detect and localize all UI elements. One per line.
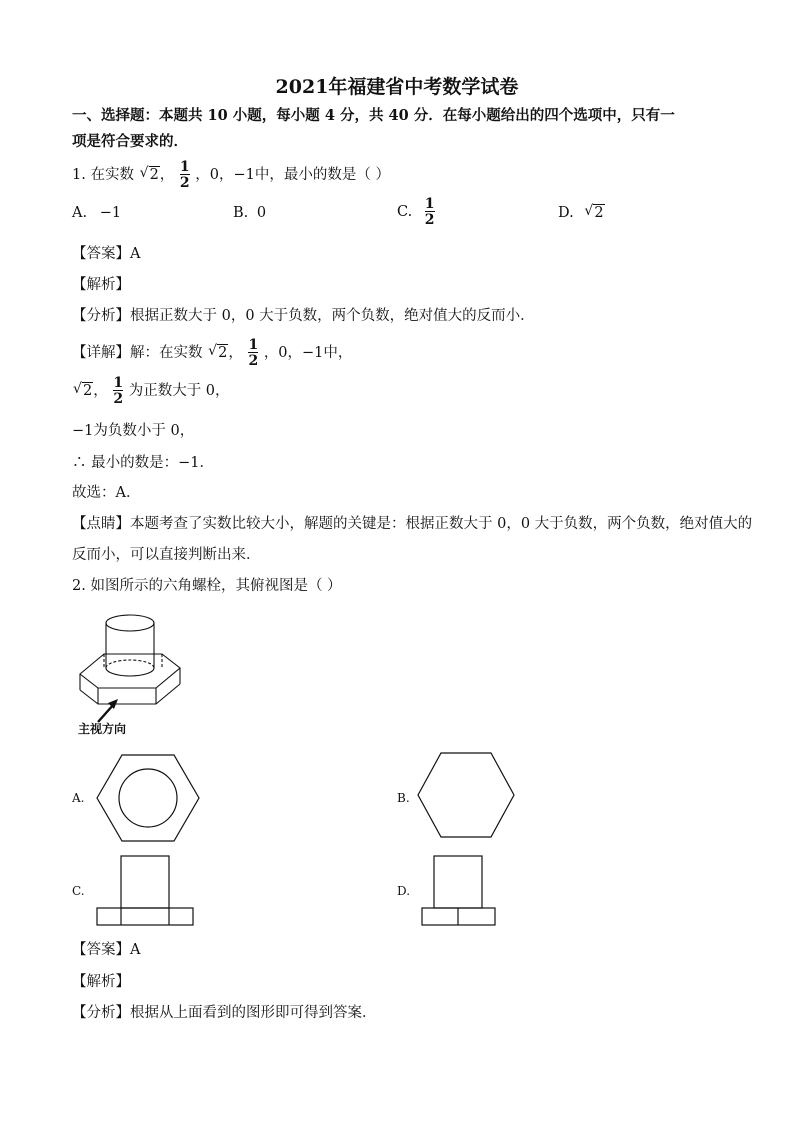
q2-option-c-label: C. (72, 884, 85, 898)
figure-caption: 主视方向 (78, 722, 127, 736)
section-heading-line-1: 一、选择题：本题共 10 小题，每小题 4 分，共 40 分．在每小题给出的四个选项中，只有一 (72, 107, 675, 124)
fraction-numerator: 1 (424, 196, 435, 212)
q2-analysis-heading: 【解析】 (72, 974, 130, 990)
fraction-denominator: 2 (424, 212, 435, 228)
option-d-sqrt: √ 2 (584, 203, 604, 221)
sqrt-expression: √ 2 (73, 381, 93, 399)
q1-negative-line: −1为负数小于 0， (72, 423, 195, 439)
q1-positive-suffix: 为正数大于 0， (128, 383, 230, 399)
fraction-denominator: 2 (113, 391, 124, 407)
fraction-numerator: 1 (248, 337, 259, 353)
fraction-denominator: 2 (179, 175, 190, 191)
q2-answer: 【答案】A (72, 942, 141, 958)
option-b (233, 205, 266, 221)
q1-choose-line: 故选：A． (72, 485, 141, 501)
sqrt-radicand: 2 (83, 383, 93, 399)
fraction-one-half (180, 160, 190, 190)
option-a-hexagon-with-circle (96, 752, 200, 844)
option-c-fraction (425, 197, 435, 227)
option-a (72, 205, 121, 221)
option-a-value: −1 (99, 205, 122, 221)
sqrt-radicand: 2 (594, 205, 604, 221)
option-c-front-view (96, 855, 196, 927)
q1-xiangjie: 【详解】解：在实数 √ 2， $\frac{1}{2}$ ，0，−1中， (72, 337, 353, 369)
fraction-one-half (248, 338, 258, 368)
fraction-one-half (113, 376, 123, 406)
sqrt-expression: √ 2 (208, 343, 228, 361)
fraction-denominator: 2 (248, 353, 259, 369)
section-heading-line-2: 项是符合要求的． (72, 133, 188, 150)
q1-answer: 【答案】A (72, 246, 141, 262)
sqrt-expression: √ 2 (139, 165, 159, 183)
q1-analysis-heading: 【解析】 (72, 277, 130, 293)
q1-minimum-line: ∴ 最小的数是：−1． (72, 455, 214, 471)
q1-xiangjie-prefix: 【详解】解：在实数 (72, 345, 203, 361)
option-c (397, 197, 436, 227)
q1-fenxi: 【分析】根据正数大于 0，0 大于负数，两个负数，绝对值大的反而小． (72, 308, 535, 324)
option-c-label: C. (397, 204, 413, 220)
option-d-front-view (421, 855, 497, 927)
question-2: 2. 如图所示的六角螺栓，其俯视图是（ ） (72, 578, 342, 594)
sqrt-radicand: 2 (149, 167, 159, 183)
option-d-label: D. (558, 205, 574, 221)
question-1: 1. 在实数 √ 2， $\frac{1}{2}$ ，0，−1中，最小的数是（ ） (72, 159, 390, 191)
question-1-suffix: ，0，−1中，最小的数是（ ） (195, 167, 390, 183)
option-d (558, 205, 605, 221)
q1-dianjing-line-1: 【点睛】本题考查了实数比较大小，解题的关键是：根据正数大于 0，0 大于负数，两个负数，绝对值大的 (72, 516, 753, 532)
q2-option-b-label: B. (397, 791, 410, 805)
question-1-prefix: 1. 在实数 (72, 167, 134, 183)
q2-option-d-label: D. (397, 884, 411, 898)
q1-positive-line: √ 2， $\frac{1}{2}$ 为正数大于 0， (73, 375, 230, 407)
page-title: 2021年福建省中考数学试卷 (275, 76, 519, 98)
q2-option-a-label: A. (72, 791, 85, 805)
option-a-label: A. (72, 205, 88, 221)
option-b-value: 0 (256, 205, 267, 221)
fraction-numerator: 1 (179, 159, 190, 175)
option-b-label: B. (233, 205, 249, 221)
q2-fenxi: 【分析】根据从上面看到的图形即可得到答案． (72, 1005, 377, 1021)
q1-xiangjie-suffix: ，0，−1中， (263, 345, 353, 361)
option-b-hexagon (417, 752, 515, 838)
q1-dianjing-line-2: 反而小，可以直接判断出来． (72, 547, 261, 563)
fraction-numerator: 1 (113, 375, 124, 391)
sqrt-radicand: 2 (218, 345, 228, 361)
